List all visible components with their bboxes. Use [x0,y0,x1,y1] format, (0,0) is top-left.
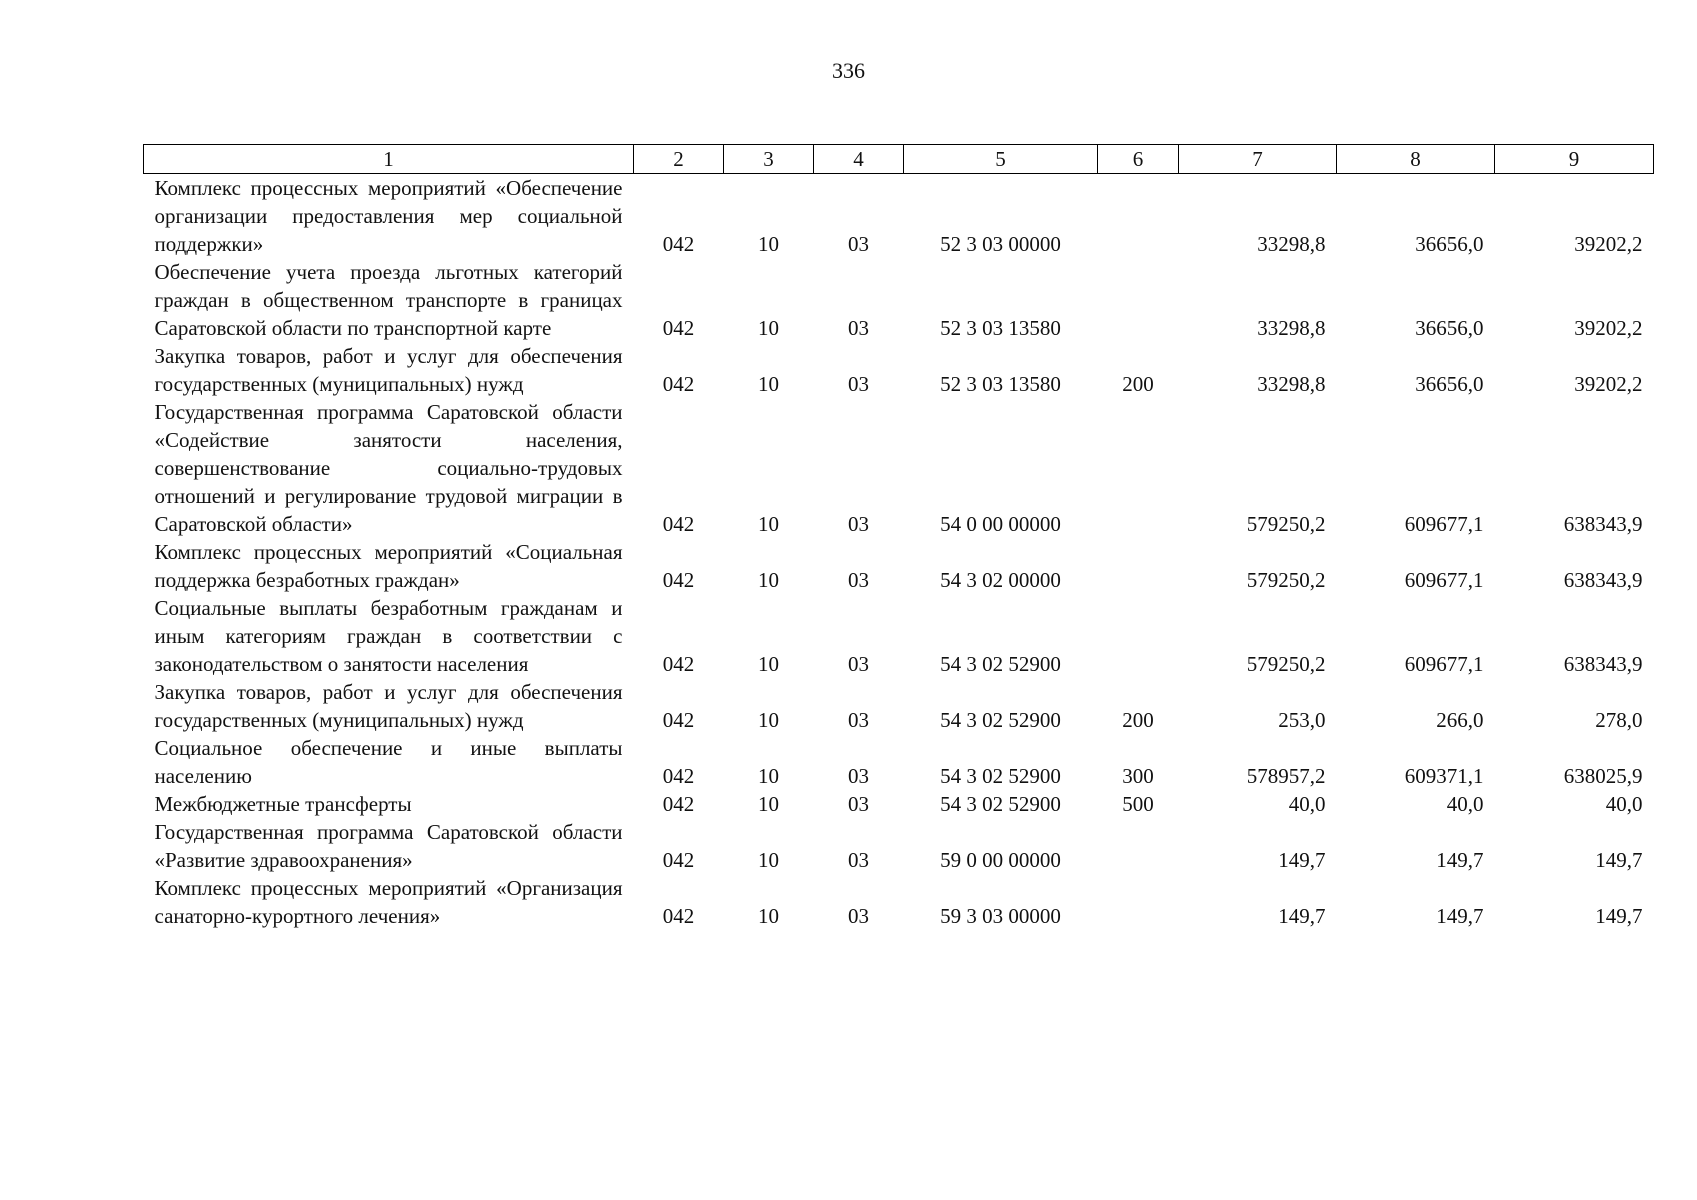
cell-col2: 042 [662,792,695,816]
cell-col4: 03 [848,568,869,592]
row-name: Межбюджетные трансферты [154,792,412,816]
cell-col5: 52 3 03 00000 [940,232,1061,256]
cell-col7: 578957,2 [1246,764,1326,788]
cell-col4: 03 [848,708,869,732]
cell-col8: 609677,1 [1404,652,1484,676]
cell-col3: 10 [758,904,779,928]
cell-col3: 10 [758,652,779,676]
cell-col2: 042 [662,512,695,536]
cell-col7: 149,7 [1278,848,1326,872]
header-cell: 4 [814,145,904,174]
cell-col4: 03 [848,316,869,340]
table-row [144,818,1654,874]
table-row [144,538,1654,594]
cell-col2: 042 [662,372,695,396]
cell-col7: 33298,8 [1257,372,1326,396]
cell-col9: 638025,9 [1563,764,1643,788]
cell-col6: 200 [1122,372,1154,396]
cell-col9: 39202,2 [1574,372,1643,396]
table-header [144,145,1654,174]
cell-col3: 10 [758,232,779,256]
cell-col4: 03 [848,372,869,396]
cell-col5: 52 3 03 13580 [940,316,1061,340]
cell-col2: 042 [662,764,695,788]
cell-col3: 10 [758,764,779,788]
header-cell: 8 [1337,145,1495,174]
cell-col2: 042 [662,848,695,872]
cell-col5: 54 0 00 00000 [940,512,1061,536]
cell-col6 [1098,174,1179,259]
cell-col5: 52 3 03 13580 [940,372,1061,396]
cell-col7: 253,0 [1278,708,1326,732]
table-body [144,174,1654,931]
cell-col5: 54 3 02 52900 [940,792,1061,816]
cell-col6 [1098,874,1179,930]
cell-col6 [1098,594,1179,678]
cell-col7: 40,0 [1288,792,1326,816]
cell-col2: 042 [662,708,695,732]
cell-col7: 33298,8 [1257,316,1326,340]
cell-col6: 200 [1122,708,1154,732]
cell-col5: 59 3 03 00000 [940,904,1061,928]
cell-col6 [1098,818,1179,874]
budget-table [143,144,1654,930]
cell-col2: 042 [662,316,695,340]
page-number: 336 [832,58,865,83]
cell-col9: 638343,9 [1563,568,1643,592]
table-row [144,174,1654,259]
table-row [144,678,1654,734]
cell-col9: 39202,2 [1574,316,1643,340]
table-row [144,398,1654,538]
cell-col7: 579250,2 [1246,568,1326,592]
cell-col3: 10 [758,512,779,536]
table-row [144,734,1654,790]
cell-col8: 36656,0 [1415,316,1484,340]
row-name: Социальные выплаты безработным гражданам и иным категориям граждан в соответствии с законодательством о занятости населения [154,596,623,676]
header-cell: 1 [144,145,634,174]
cell-col3: 10 [758,372,779,396]
cell-col7: 579250,2 [1246,512,1326,536]
table-row [144,342,1654,398]
table-row [144,790,1654,818]
cell-col4: 03 [848,904,869,928]
cell-col4: 03 [848,764,869,788]
cell-col8: 149,7 [1436,848,1484,872]
cell-col8: 149,7 [1436,904,1484,928]
header-cell: 2 [634,145,724,174]
cell-col3: 10 [758,708,779,732]
cell-col2: 042 [662,232,695,256]
cell-col6 [1098,258,1179,342]
cell-col9: 149,7 [1595,848,1643,872]
cell-col4: 03 [848,848,869,872]
cell-col7: 579250,2 [1246,652,1326,676]
cell-col9: 638343,9 [1563,652,1643,676]
cell-col9: 40,0 [1605,792,1643,816]
cell-col8: 36656,0 [1415,232,1484,256]
header-cell: 3 [724,145,814,174]
cell-col4: 03 [848,792,869,816]
cell-col8: 609677,1 [1404,512,1484,536]
row-name: Закупка товаров, работ и услуг для обеспечения государственных (муниципальных) нужд [154,344,623,396]
table-row [144,258,1654,342]
row-name: Обеспечение учета проезда льготных категорий граждан в общественном транспорте в границах Саратовской области по транспортной карте [154,260,623,340]
table-row [144,594,1654,678]
cell-col9: 39202,2 [1574,232,1643,256]
cell-col8: 36656,0 [1415,372,1484,396]
cell-col5: 54 3 02 00000 [940,568,1061,592]
row-name: Комплекс процессных мероприятий «Организация санаторно-курортного лечения» [154,876,623,928]
table-row [144,874,1654,930]
cell-col4: 03 [848,652,869,676]
row-name: Закупка товаров, работ и услуг для обеспечения государственных (муниципальных) нужд [154,680,623,732]
header-cell: 7 [1179,145,1337,174]
header-cell: 5 [904,145,1098,174]
cell-col6 [1098,398,1179,538]
cell-col2: 042 [662,904,695,928]
header-cell: 9 [1495,145,1654,174]
cell-col6: 500 [1122,792,1154,816]
cell-col5: 54 3 02 52900 [940,708,1061,732]
row-name: Социальное обеспечение и иные выплаты населению [154,736,623,788]
cell-col9: 278,0 [1595,708,1643,732]
cell-col2: 042 [662,568,695,592]
row-name: Государственная программа Саратовской области «Содействие занятости населения, совершенствование социально-трудовых отношений и регулирование трудовой миграции в Саратовской области» [154,400,623,536]
cell-col3: 10 [758,316,779,340]
cell-col8: 40,0 [1446,792,1484,816]
cell-col8: 266,0 [1436,708,1484,732]
cell-col9: 638343,9 [1563,512,1643,536]
cell-col5: 54 3 02 52900 [940,652,1061,676]
cell-col3: 10 [758,848,779,872]
header-cell: 6 [1098,145,1179,174]
cell-col3: 10 [758,792,779,816]
row-name: Государственная программа Саратовской области «Развитие здравоохранения» [154,820,623,872]
cell-col6 [1098,538,1179,594]
cell-col6: 300 [1122,764,1154,788]
cell-col8: 609677,1 [1404,568,1484,592]
cell-col3: 10 [758,568,779,592]
cell-col9: 149,7 [1595,904,1643,928]
cell-col4: 03 [848,512,869,536]
cell-col5: 59 0 00 00000 [940,848,1061,872]
header-row [144,145,1654,174]
cell-col8: 609371,1 [1404,764,1484,788]
cell-col2: 042 [662,652,695,676]
row-name: Комплекс процессных мероприятий «Обеспечение организации предоставления мер социальной поддержки» [154,176,623,256]
cell-col5: 54 3 02 52900 [940,764,1061,788]
cell-col7: 33298,8 [1257,232,1326,256]
cell-col4: 03 [848,232,869,256]
cell-col7: 149,7 [1278,904,1326,928]
row-name: Комплекс процессных мероприятий «Социальная поддержка безработных граждан» [154,540,623,592]
